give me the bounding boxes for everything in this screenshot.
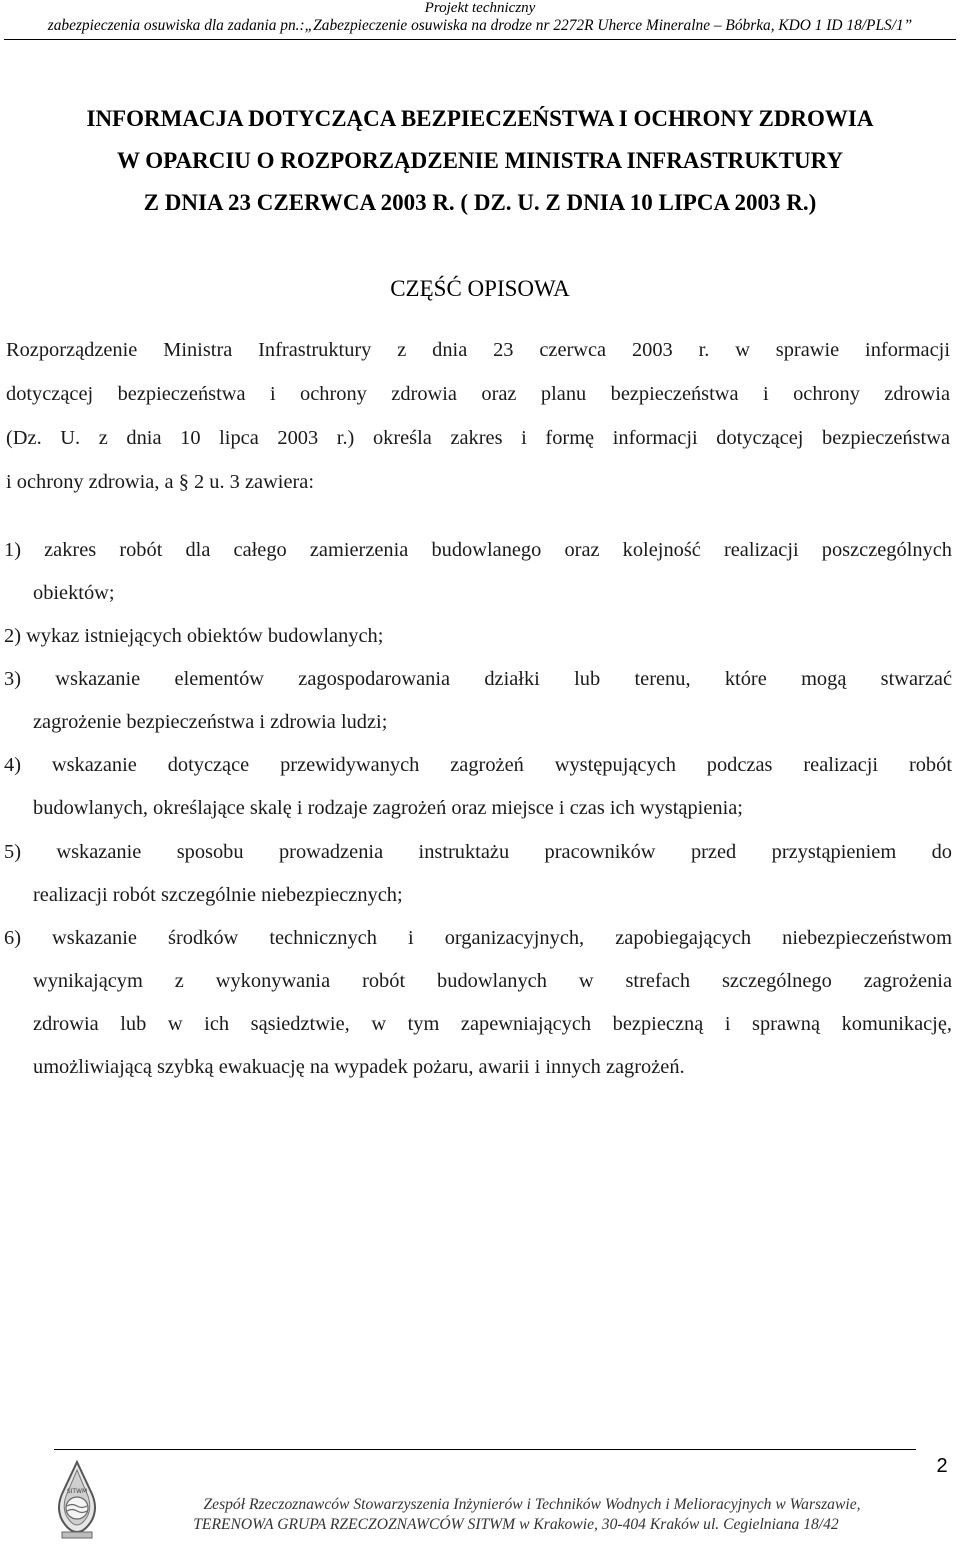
intro-line: Rozporządzenie Ministra Infrastruktury z dnia 23 czerwca 2003 r. w sprawie informacji <box>6 339 950 361</box>
list-item-4: 4) wskazanie dotyczące przewidywanych zagrożeń występujących podczas realizacji robót <box>4 754 952 776</box>
list-item-4-continuation: budowlanych, określające skalę i rodzaje zagrożeń oraz miejsce i czas ich wystąpienia; <box>33 797 743 819</box>
footer-org-line-1: Zespół Rzeczoznawców Stowarzyszenia Inżynierów i Techników Wodnych i Melioracyjnych w Warszawie, <box>203 1496 861 1513</box>
list-item-6-continuation: zdrowia lub w ich sąsiedztwie, w tym zapewniających bezpieczną i sprawną komunikację, <box>33 1013 952 1035</box>
intro-line: i ochrony zdrowia, a § 2 u. 3 zawiera: <box>6 471 315 493</box>
intro-line: dotyczącej bezpieczeństwa i ochrony zdrowia oraz planu bezpieczeństwa i ochrony zdrowia <box>6 383 950 405</box>
list-item-5-continuation: realizacji robót szczególnie niebezpiecznych; <box>33 884 403 906</box>
list-item-6-continuation: wynikającym z wykonywania robót budowlanych w strefach szczególnego zagrożenia <box>33 970 952 992</box>
list-item-3: 3) wskazanie elementów zagospodarowania działki lub terenu, które mogą stwarzać <box>4 668 952 690</box>
footer-divider <box>54 1449 916 1450</box>
title-line-1: INFORMACJA DOTYCZĄCA BEZPIECZEŃSTWA I OCHRONY ZDROWIA <box>86 106 874 131</box>
list-item-3-continuation: zagrożenie bezpieczeństwa i zdrowia ludzi; <box>33 711 388 733</box>
header-project-label: Projekt techniczny <box>424 0 536 16</box>
header-subject-line: zabezpieczenia osuwiska dla zadania pn.:„Zabezpieczenie osuwiska na drodze nr 2272R Uherce Mineralne – Bóbrka, KDO 1 ID 18/PLS/1” <box>47 17 913 34</box>
intro-line: (Dz. U. z dnia 10 lipca 2003 r.) określa zakres i formę informacji dotyczącej bezpieczeństwa <box>6 427 950 449</box>
footer-org-line-2: TERENOWA GRUPA RZECZOZNAWCÓW SITWM w Krakowie, 30-404 Kraków ul. Cegielniana 18/42 <box>193 1516 839 1533</box>
logo-lettering: SITWM <box>66 1488 88 1495</box>
document-title <box>0 98 960 224</box>
list-item-2: 2) wykaz istniejących obiektów budowlanych; <box>4 625 384 647</box>
header-divider <box>4 39 956 40</box>
title-line-2: W OPARCIU O ROZPORZĄDZENIE MINISTRA INFRASTRUKTURY <box>116 148 844 173</box>
list-item-1: 1) zakres robót dla całego zamierzenia budowlanego oraz kolejność realizacji poszczególnych <box>4 539 952 561</box>
list-item-6: 6) wskazanie środków technicznych i organizacyjnych, zapobiegających niebezpieczeństwom <box>4 927 952 949</box>
list-item-1-continuation: obiektów; <box>33 582 115 604</box>
list-item-6-continuation: umożliwiającą szybką ewakuację na wypadek pożaru, awarii i innych zagrożeń. <box>33 1056 685 1078</box>
list-item-5: 5) wskazanie sposobu prowadzenia instruktażu pracowników przed przystąpieniem do <box>4 841 952 863</box>
title-line-3: Z DNIA 23 CZERWCA 2003 R. ( DZ. U. Z DNIA 10 LIPCA 2003 R.) <box>143 190 817 215</box>
section-heading: CZĘŚĆ OPISOWA <box>390 276 570 301</box>
page-number: 2 <box>936 1455 948 1477</box>
